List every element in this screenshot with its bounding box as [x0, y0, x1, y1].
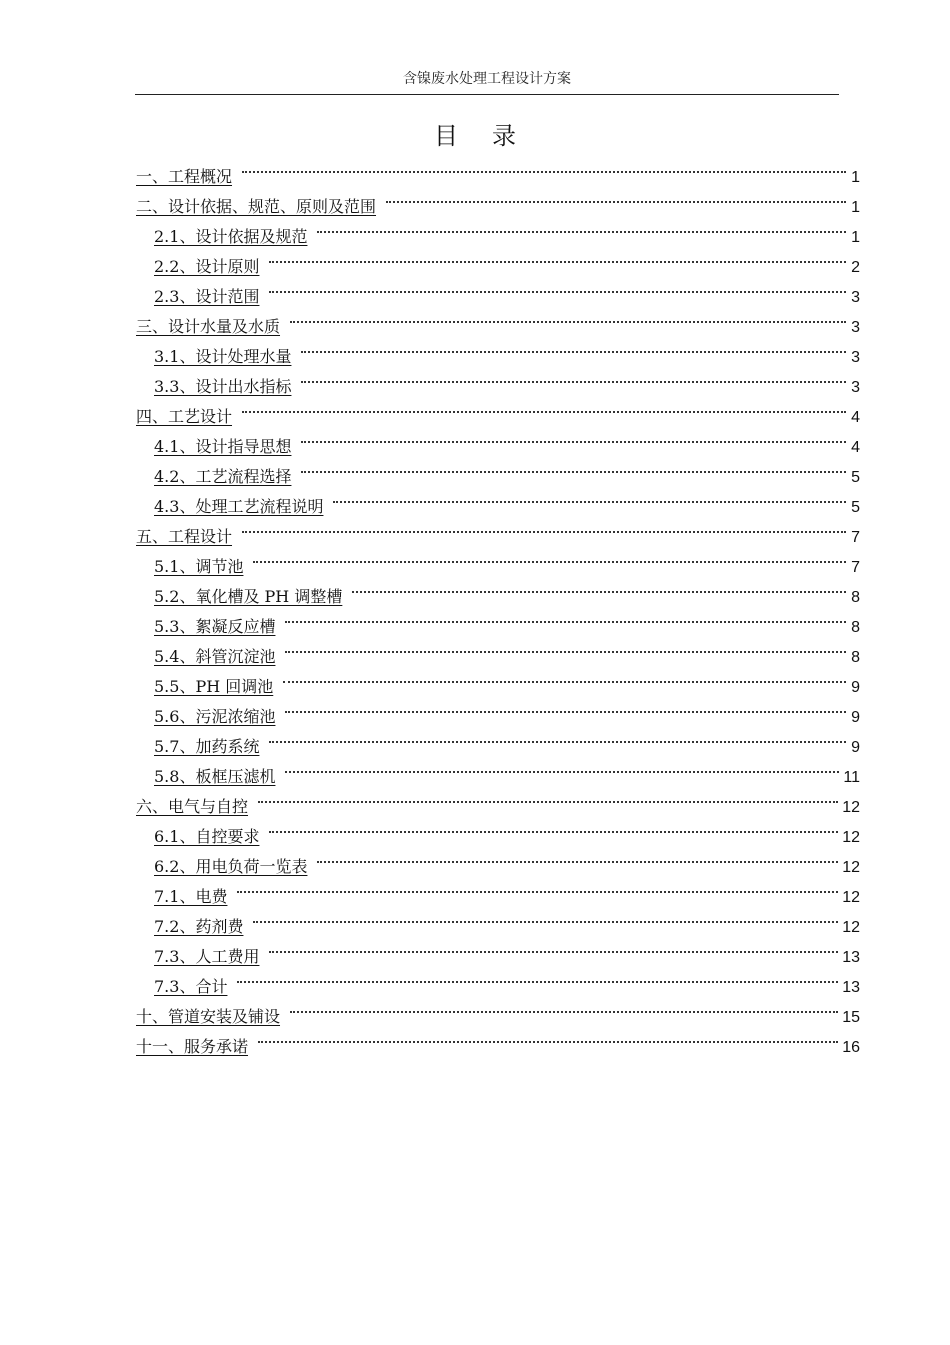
toc-page-number: 7 — [851, 529, 860, 546]
toc-entry-link[interactable]: 4.2、工艺流程选择 — [154, 467, 292, 486]
toc-leader-dots — [242, 512, 846, 542]
toc-page-number: 1 — [851, 229, 860, 246]
toc-leader-dots — [269, 722, 846, 752]
header-divider — [135, 94, 839, 95]
toc-leader-dots — [290, 302, 846, 332]
toc-leader-dots — [317, 842, 838, 872]
toc-page-number: 13 — [842, 949, 860, 966]
toc-leader-dots — [285, 752, 839, 782]
toc-leader-dots — [283, 662, 846, 692]
toc-entry-link[interactable]: 7.2、药剂费 — [154, 917, 244, 936]
toc-leader-dots — [269, 932, 838, 962]
toc-entry-link[interactable]: 5.2、氧化槽及 PH 调整槽 — [154, 587, 343, 606]
toc-entry-link[interactable]: 5.4、斜管沉淀池 — [154, 647, 276, 666]
toc-entry-link[interactable]: 三、设计水量及水质 — [136, 317, 281, 336]
toc-entry[interactable] — [136, 512, 860, 546]
toc-entry-link[interactable]: 7.3、合计 — [154, 977, 228, 996]
toc-entry[interactable] — [136, 872, 860, 906]
toc-entry-link[interactable]: 2.2、设计原则 — [154, 257, 260, 276]
toc-page-number: 1 — [851, 169, 860, 186]
running-header: 含镍废水处理工程设计方案 — [403, 71, 571, 87]
toc-entry-link[interactable]: 5.5、PH 回调池 — [154, 677, 274, 696]
toc-page-number: 12 — [842, 799, 860, 816]
toc-entry-link[interactable]: 十、管道安装及铺设 — [136, 1007, 281, 1026]
toc-entry-link[interactable]: 7.1、电费 — [154, 887, 228, 906]
toc-leader-dots — [301, 452, 846, 482]
toc-entry[interactable] — [136, 962, 860, 996]
toc-leader-dots — [258, 782, 838, 812]
toc-page-number: 8 — [851, 589, 860, 606]
toc-entry[interactable] — [136, 182, 860, 216]
toc-entry-link[interactable]: 2.1、设计依据及规范 — [154, 227, 308, 246]
toc-entry[interactable] — [136, 152, 860, 186]
toc-leader-dots — [269, 242, 846, 272]
toc-page-number: 12 — [842, 919, 860, 936]
table-of-contents — [136, 152, 860, 1056]
toc-leader-dots — [301, 422, 846, 452]
toc-page-number: 7 — [851, 559, 860, 576]
toc-entry-link[interactable]: 六、电气与自控 — [136, 797, 249, 816]
toc-entry-link[interactable]: 5.6、污泥浓缩池 — [154, 707, 276, 726]
toc-entry-link[interactable]: 5.3、絮凝反应槽 — [154, 617, 276, 636]
toc-entry-link[interactable]: 四、工艺设计 — [136, 407, 233, 426]
toc-entry-link[interactable]: 十一、服务承诺 — [136, 1037, 249, 1056]
toc-page-number: 3 — [851, 319, 860, 336]
toc-page-number: 3 — [851, 289, 860, 306]
toc-leader-dots — [317, 212, 846, 242]
toc-page-number: 8 — [851, 619, 860, 636]
toc-leader-dots — [301, 332, 846, 362]
toc-leader-dots — [253, 542, 846, 572]
toc-entry-link[interactable]: 3.3、设计出水指标 — [154, 377, 292, 396]
toc-page-number: 9 — [851, 709, 860, 726]
toc-entry-link[interactable]: 4.3、处理工艺流程说明 — [154, 497, 324, 516]
toc-page-number: 9 — [851, 679, 860, 696]
toc-page-number: 5 — [851, 499, 860, 516]
toc-page-number: 16 — [842, 1039, 860, 1056]
toc-title: 目录 — [434, 122, 550, 150]
toc-entry-link[interactable]: 5.8、板框压滤机 — [154, 767, 276, 786]
toc-entry-link[interactable]: 2.3、设计范围 — [154, 287, 260, 306]
toc-entry-link[interactable]: 5.7、加药系统 — [154, 737, 260, 756]
toc-page-number: 12 — [842, 829, 860, 846]
toc-page-number: 3 — [851, 349, 860, 366]
toc-page-number: 11 — [843, 769, 860, 786]
toc-leader-dots — [237, 962, 838, 992]
toc-entry[interactable] — [136, 992, 860, 1026]
toc-entry-link[interactable]: 6.1、自控要求 — [154, 827, 260, 846]
toc-entry[interactable] — [136, 392, 860, 426]
toc-entry-link[interactable]: 6.2、用电负荷一览表 — [154, 857, 308, 876]
toc-leader-dots — [285, 632, 846, 662]
toc-entry-link[interactable]: 二、设计依据、规范、原则及范围 — [136, 197, 377, 216]
toc-entry-link[interactable]: 4.1、设计指导思想 — [154, 437, 292, 456]
toc-leader-dots — [386, 182, 846, 212]
toc-leader-dots — [237, 872, 838, 902]
toc-entry[interactable] — [136, 542, 860, 576]
toc-leader-dots — [285, 692, 846, 722]
toc-page-number: 13 — [842, 979, 860, 996]
toc-leader-dots — [301, 362, 846, 392]
toc-page-number: 5 — [851, 469, 860, 486]
toc-page-number: 8 — [851, 649, 860, 666]
toc-leader-dots — [253, 902, 838, 932]
toc-page-number: 4 — [851, 439, 860, 456]
toc-leader-dots — [333, 482, 846, 512]
toc-page-number: 1 — [851, 199, 860, 216]
toc-leader-dots — [242, 152, 846, 182]
toc-entry-link[interactable]: 一、工程概况 — [136, 167, 233, 186]
toc-leader-dots — [242, 392, 846, 422]
toc-leader-dots — [269, 812, 838, 842]
toc-page-number: 3 — [851, 379, 860, 396]
toc-leader-dots — [269, 272, 846, 302]
toc-entry-link[interactable]: 7.3、人工费用 — [154, 947, 260, 966]
toc-page-number: 2 — [851, 259, 860, 276]
toc-leader-dots — [290, 992, 838, 1022]
toc-page-number: 12 — [842, 859, 860, 876]
toc-leader-dots — [258, 1022, 838, 1052]
toc-leader-dots — [285, 602, 846, 632]
toc-page-number: 12 — [842, 889, 860, 906]
toc-entry-link[interactable]: 五、工程设计 — [136, 527, 233, 546]
toc-page-number: 15 — [842, 1009, 860, 1026]
toc-page-number: 4 — [851, 409, 860, 426]
toc-page-number: 9 — [851, 739, 860, 756]
toc-entry-link[interactable]: 5.1、调节池 — [154, 557, 244, 576]
toc-leader-dots — [352, 572, 846, 602]
toc-entry[interactable] — [136, 422, 860, 456]
toc-entry-link[interactable]: 3.1、设计处理水量 — [154, 347, 292, 366]
toc-entry[interactable] — [136, 902, 860, 936]
